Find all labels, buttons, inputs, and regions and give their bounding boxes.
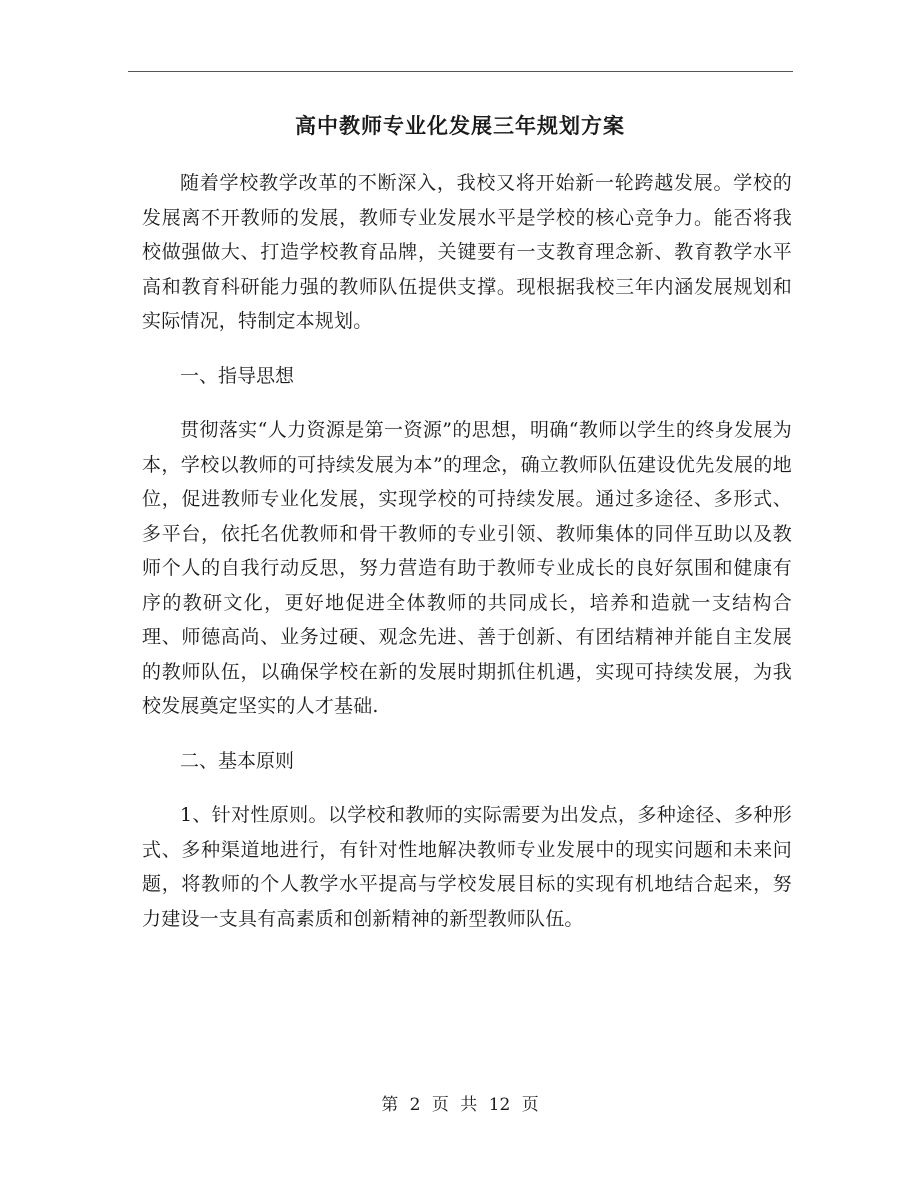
intro-paragraph: 随着学校教学改革的不断深入，我校又将开始新一轮跨越发展。学校的发展离不开教师的发展，教师专业发展水平是学校的核心竞争力。能否将我校做强做大、打造学校教育品牌，关键要有一支教育理念新、教育教学水平高和教育科研能力强的教师队伍提供支撑。现根据我校三年内涵发展规划和实际情况，特制定本规划。 <box>142 172 792 332</box>
document-title: 高中教师专业化发展三年规划方案 <box>295 113 625 138</box>
header-rule <box>128 71 793 72</box>
section-heading-guiding-ideology: 一、指导思想 <box>180 364 295 387</box>
guiding-ideology-paragraph: 贯彻落实“人力资源是第一资源”的思想，明确“教师以学生的终身发展为本，学校以教师的可持续发展为本”的理念，确立教师队伍建设优先发展的地位，促进教师专业化发展，实现学校的可持续发展。通过多途径、多形式、多平台，依托名优教师和骨干教师的专业引领、教师集体的同伴互助以及教师个人的自我行动反思，努力营造有助于教师专业成长的良好氛围和健康有序的教研文化，更好地促进全体教师的共同成长，培养和造就一支结构合理、师德高尚、业务过硬、观念先进、善于创新、有团结精神并能自主发展的教师队伍，以确保学校在新的发展时期抓住机遇，实现可持续发展，为我校发展奠定坚实的人才基础. <box>142 419 792 717</box>
page-number: 第 2 页 共 12 页 <box>381 1095 539 1115</box>
section-heading-basic-principles: 二、基本原则 <box>180 749 295 772</box>
principle-1-paragraph: 1、针对性原则。以学校和教师的实际需要为出发点，多种途径、多种形式、多种渠道地进行，有针对性地解决教师专业发展中的现实问题和未来问题，将教师的个人教学水平提高与学校发展目标的实现有机地结合起来，努力建设一支具有高素质和创新精神的新型教师队伍。 <box>142 804 792 930</box>
document-body <box>142 166 792 936</box>
